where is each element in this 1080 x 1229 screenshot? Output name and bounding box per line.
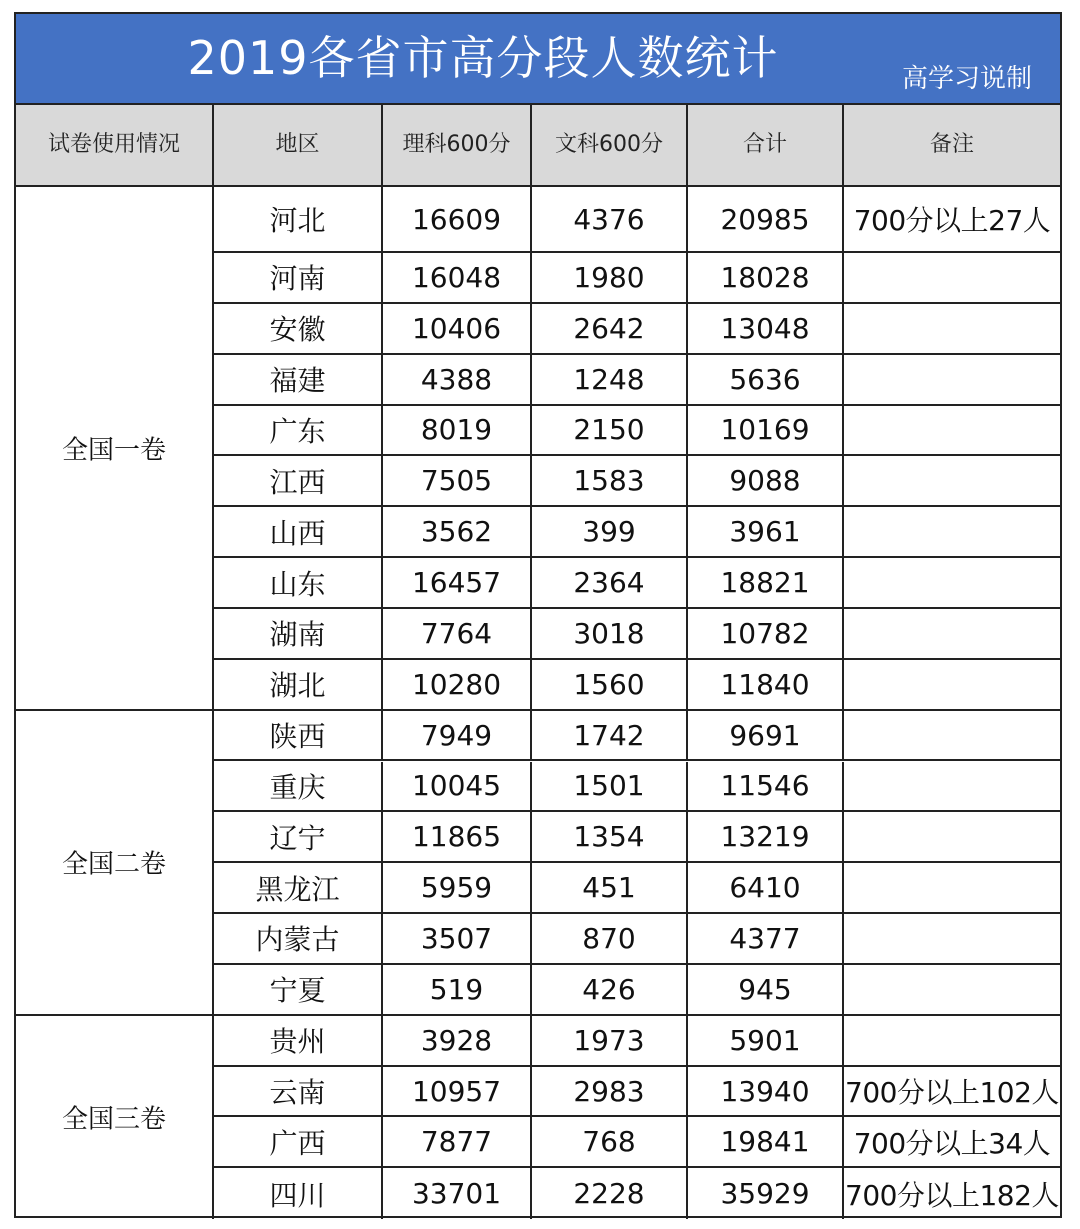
- stats-sheet: [14, 12, 1062, 1218]
- arts-count-cell: 870: [532, 914, 688, 963]
- arts-count-cell: 768: [532, 1117, 688, 1166]
- total-count-cell: 20985: [688, 187, 844, 251]
- arts-count-cell: 2364: [532, 558, 688, 607]
- total-count-cell: 10782: [688, 609, 844, 658]
- region-cell: 江西: [214, 456, 383, 505]
- total-count-cell: 13048: [688, 304, 844, 353]
- arts-count-cell: 2642: [532, 304, 688, 353]
- note-cell: [844, 558, 1060, 607]
- table-row: [214, 558, 1060, 609]
- paper-group-cell: [16, 187, 214, 711]
- total-count-cell: 13940: [688, 1067, 844, 1116]
- total-count-cell: 5636: [688, 355, 844, 404]
- science-count-cell: 10280: [383, 660, 532, 709]
- header-notes: 备注: [929, 132, 974, 157]
- note-cell: [844, 406, 1060, 455]
- note-cell: [844, 609, 1060, 658]
- arts-count-cell: 451: [532, 863, 688, 912]
- paper-group-label: 全国一卷: [61, 435, 166, 466]
- header-paper-usage: 试卷使用情况: [16, 105, 214, 185]
- table-row: [214, 660, 1060, 711]
- science-count-cell: 3507: [383, 914, 532, 963]
- science-count-cell: 7505: [383, 456, 532, 505]
- region-cell: 河北: [214, 187, 383, 251]
- note-cell: [844, 456, 1060, 505]
- total-count-cell: 11840: [688, 660, 844, 709]
- arts-count-cell: 1501: [532, 762, 688, 811]
- note-cell: 700分以上182人: [845, 1178, 1059, 1212]
- note-cell: [844, 660, 1060, 709]
- region-cell: 福建: [214, 355, 383, 404]
- arts-count-cell: 4376: [532, 187, 688, 251]
- table-row: [214, 355, 1060, 406]
- table-row: [214, 1016, 1060, 1067]
- total-count-cell: 6410: [688, 863, 844, 912]
- note-cell: [844, 914, 1060, 963]
- region-cell: 云南: [214, 1067, 383, 1116]
- table-row: [214, 965, 1060, 1016]
- header-total: 合计: [688, 105, 844, 185]
- region-cell: 贵州: [214, 1016, 383, 1065]
- table-row: [214, 253, 1060, 304]
- note-cell: [844, 253, 1060, 302]
- region-cell: 辽宁: [214, 812, 383, 861]
- science-count-cell: 7764: [383, 609, 532, 658]
- header-region: 地区: [214, 105, 383, 185]
- region-cell: 安徽: [214, 304, 383, 353]
- note-cell: [844, 762, 1060, 811]
- arts-count-cell: 1980: [532, 253, 688, 302]
- science-count-cell: 7949: [383, 711, 532, 760]
- table-row: [214, 1067, 1060, 1118]
- science-count-cell: 519: [383, 965, 532, 1014]
- note-cell: 700分以上102人: [845, 1076, 1059, 1110]
- arts-count-cell: 1354: [532, 812, 688, 861]
- region-cell: 内蒙古: [214, 914, 383, 963]
- paper-group-cell: [16, 1016, 214, 1219]
- note-cell: [844, 863, 1060, 912]
- science-count-cell: 16048: [383, 253, 532, 302]
- arts-count-cell: 426: [532, 965, 688, 1014]
- total-count-cell: 35929: [688, 1168, 844, 1219]
- note-cell: [844, 355, 1060, 404]
- arts-count-cell: 1973: [532, 1016, 688, 1065]
- arts-count-cell: 1583: [532, 456, 688, 505]
- arts-count-cell: 2983: [532, 1067, 688, 1116]
- science-count-cell: 8019: [383, 406, 532, 455]
- table-row: [214, 609, 1060, 660]
- science-count-cell: 10406: [383, 304, 532, 353]
- region-cell: 广东: [214, 406, 383, 455]
- total-count-cell: 11546: [688, 762, 844, 811]
- region-cell: 山东: [214, 558, 383, 607]
- note-cell: [844, 1016, 1060, 1065]
- region-cell: 湖北: [214, 660, 383, 709]
- science-count-cell: 4388: [383, 355, 532, 404]
- table-row: [214, 762, 1060, 813]
- table-row: [214, 1117, 1060, 1168]
- science-count-cell: 16609: [383, 187, 532, 251]
- arts-count-cell: 399: [532, 507, 688, 556]
- region-cell: 湖南: [214, 609, 383, 658]
- science-count-cell: 10045: [383, 762, 532, 811]
- note-cell: [844, 507, 1060, 556]
- note-cell: [844, 965, 1060, 1014]
- region-cell: 宁夏: [214, 965, 383, 1014]
- note-cell: [844, 812, 1060, 861]
- paper-group-label: 全国三卷: [61, 1104, 166, 1135]
- note-cell: [844, 711, 1060, 760]
- title-bar: [16, 14, 1060, 105]
- science-count-cell: 3562: [383, 507, 532, 556]
- header-arts-600: 文科600分: [532, 105, 688, 185]
- table-row: [214, 914, 1060, 965]
- table-row: [214, 507, 1060, 558]
- region-cell: 四川: [214, 1168, 383, 1219]
- arts-count-cell: 2228: [532, 1168, 688, 1219]
- arts-count-cell: 3018: [532, 609, 688, 658]
- paper-group-cell: [16, 711, 214, 1016]
- region-cell: 重庆: [214, 762, 383, 811]
- arts-count-cell: 2150: [532, 406, 688, 455]
- table-row: [214, 863, 1060, 914]
- total-count-cell: 9088: [688, 456, 844, 505]
- note-cell: 700分以上34人: [853, 1126, 1051, 1160]
- total-count-cell: 4377: [688, 914, 844, 963]
- science-count-cell: 7877: [383, 1117, 532, 1166]
- region-cell: 广西: [214, 1117, 383, 1166]
- credit-label: 高学习说制: [901, 64, 1032, 94]
- arts-count-cell: 1560: [532, 660, 688, 709]
- table-row: [214, 304, 1060, 355]
- science-count-cell: 10957: [383, 1067, 532, 1116]
- table-header-row: [16, 105, 1060, 187]
- table-row: [214, 456, 1060, 507]
- region-cell: 山西: [214, 507, 383, 556]
- table-row: [214, 406, 1060, 457]
- note-cell: [844, 304, 1060, 353]
- total-count-cell: 3961: [688, 507, 844, 556]
- arts-count-cell: 1742: [532, 711, 688, 760]
- arts-count-cell: 1248: [532, 355, 688, 404]
- region-cell: 陕西: [214, 711, 383, 760]
- total-count-cell: 10169: [688, 406, 844, 455]
- science-count-cell: 3928: [383, 1016, 532, 1065]
- total-count-cell: 9691: [688, 711, 844, 760]
- total-count-cell: 13219: [688, 812, 844, 861]
- region-cell: 河南: [214, 253, 383, 302]
- total-count-cell: 5901: [688, 1016, 844, 1065]
- total-count-cell: 18028: [688, 253, 844, 302]
- table-row: [214, 187, 1060, 253]
- header-science-600: 理科600分: [383, 105, 532, 185]
- stats-table: [16, 105, 1060, 1216]
- science-count-cell: 5959: [383, 863, 532, 912]
- region-cell: 黑龙江: [214, 863, 383, 912]
- page-title: 2019各省市高分段人数统计: [187, 31, 779, 85]
- total-count-cell: 945: [688, 965, 844, 1014]
- note-cell: 700分以上27人: [853, 204, 1051, 237]
- total-count-cell: 18821: [688, 558, 844, 607]
- science-count-cell: 11865: [383, 812, 532, 861]
- table-row: [214, 812, 1060, 863]
- science-count-cell: 33701: [383, 1168, 532, 1219]
- total-count-cell: 19841: [688, 1117, 844, 1166]
- table-row: [214, 1168, 1060, 1219]
- table-row: [214, 711, 1060, 762]
- science-count-cell: 16457: [383, 558, 532, 607]
- paper-group-label: 全国二卷: [61, 849, 166, 880]
